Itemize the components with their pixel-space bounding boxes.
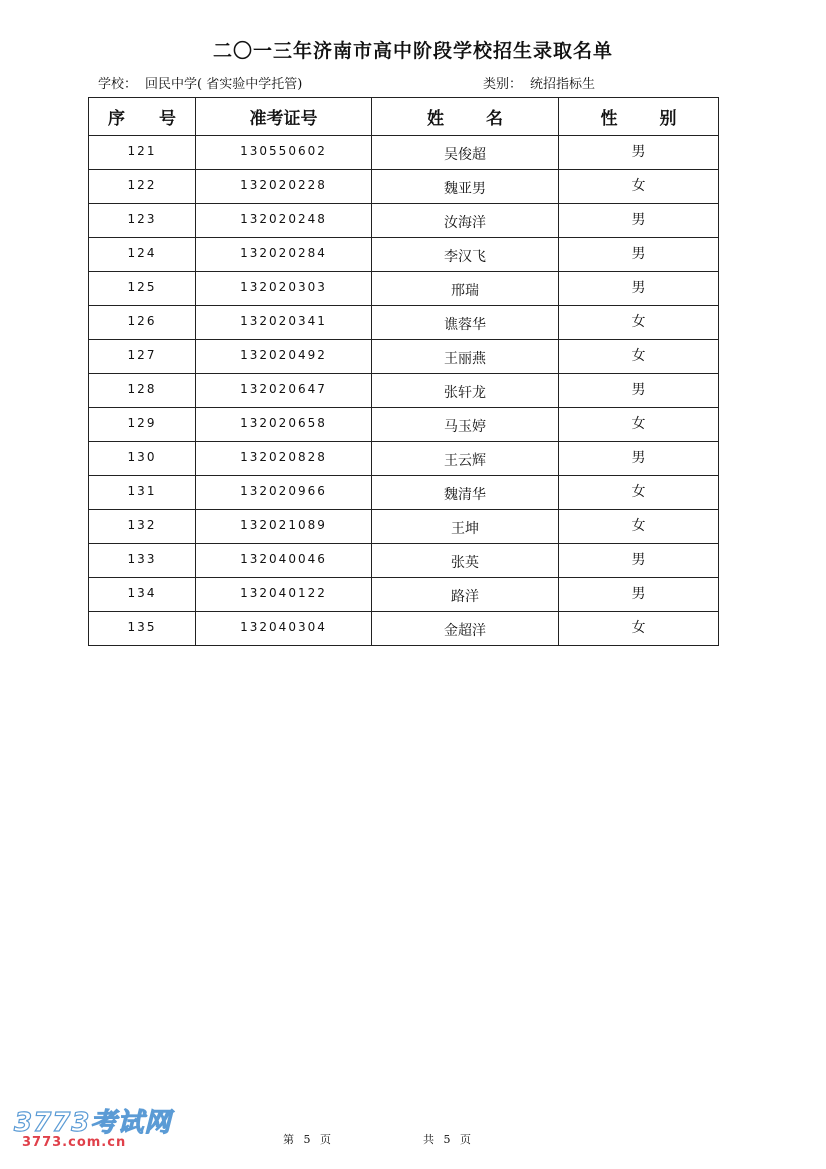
- row-exam-no-cell: 132040304: [196, 612, 372, 646]
- row-gender-cell: 男: [559, 578, 719, 612]
- row-name-cell: 王丽燕: [372, 340, 559, 374]
- table-row: [89, 476, 719, 510]
- row-gender-cell: 女: [559, 170, 719, 204]
- school-label: 学校：: [98, 77, 138, 92]
- row-exam-no-cell: 132020248: [196, 204, 372, 238]
- row-exam-no-cell: 132040122: [196, 578, 372, 612]
- row-gender-cell: 男: [559, 238, 719, 272]
- row-exam-no-cell: 132020341: [196, 306, 372, 340]
- row-seq-cell: 134: [89, 578, 196, 612]
- category-info: [483, 73, 595, 92]
- row-gender-cell: 男: [559, 136, 719, 170]
- row-name-cell: 魏清华: [372, 476, 559, 510]
- table-row: [89, 578, 719, 612]
- table-row: [89, 272, 719, 306]
- row-name-cell: 谯蓉华: [372, 306, 559, 340]
- row-seq-cell: 128: [89, 374, 196, 408]
- header-name: 姓 名: [372, 98, 559, 136]
- row-exam-no-cell: 132020966: [196, 476, 372, 510]
- row-gender-cell: 女: [559, 340, 719, 374]
- row-exam-no-cell: 132020828: [196, 442, 372, 476]
- row-seq-cell: 135: [89, 612, 196, 646]
- row-seq-cell: 126: [89, 306, 196, 340]
- row-exam-no-cell: 132020492: [196, 340, 372, 374]
- footer-page-number: 第 5 页: [283, 1133, 331, 1146]
- header-exam-no: 准考证号: [196, 98, 372, 136]
- row-seq-cell: 133: [89, 544, 196, 578]
- table-row: [89, 238, 719, 272]
- row-seq-cell: 127: [89, 340, 196, 374]
- row-gender-cell: 男: [559, 544, 719, 578]
- row-exam-no-cell: 132020647: [196, 374, 372, 408]
- row-exam-no-cell: 132020658: [196, 408, 372, 442]
- row-gender-cell: 女: [559, 408, 719, 442]
- table-row: [89, 544, 719, 578]
- row-gender-cell: 男: [559, 204, 719, 238]
- category-value: 统招指标生: [530, 77, 596, 92]
- table-row: [89, 170, 719, 204]
- watermark-url-text: 3773.com.cn: [22, 1135, 127, 1150]
- table-body: [89, 136, 719, 646]
- row-seq-cell: 123: [89, 204, 196, 238]
- row-name-cell: 汝海洋: [372, 204, 559, 238]
- row-exam-no-cell: 132020303: [196, 272, 372, 306]
- row-name-cell: 张轩龙: [372, 374, 559, 408]
- row-seq-cell: 121: [89, 136, 196, 170]
- row-seq-cell: 122: [89, 170, 196, 204]
- row-gender-cell: 男: [559, 442, 719, 476]
- school-info: [98, 73, 302, 92]
- row-exam-no-cell: 130550602: [196, 136, 372, 170]
- row-gender-cell: 女: [559, 306, 719, 340]
- table-row: [89, 306, 719, 340]
- row-name-cell: 李汉飞: [372, 238, 559, 272]
- row-exam-no-cell: 132020284: [196, 238, 372, 272]
- header-seq: 序 号: [89, 98, 196, 136]
- row-gender-cell: 女: [559, 510, 719, 544]
- row-name-cell: 魏亚男: [372, 170, 559, 204]
- site-watermark-logo: [14, 1102, 174, 1158]
- table-header-row: [89, 98, 719, 136]
- row-name-cell: 王云辉: [372, 442, 559, 476]
- watermark-main-text: 3773考试网: [14, 1108, 172, 1138]
- table-row: [89, 340, 719, 374]
- row-seq-cell: 125: [89, 272, 196, 306]
- row-name-cell: 金超洋: [372, 612, 559, 646]
- row-name-cell: 马玉婷: [372, 408, 559, 442]
- row-name-cell: 王坤: [372, 510, 559, 544]
- header-gender: 性 别: [559, 98, 719, 136]
- row-exam-no-cell: 132021089: [196, 510, 372, 544]
- row-gender-cell: 女: [559, 612, 719, 646]
- category-label: 类别：: [483, 77, 523, 92]
- row-name-cell: 张英: [372, 544, 559, 578]
- row-exam-no-cell: 132020228: [196, 170, 372, 204]
- row-gender-cell: 男: [559, 272, 719, 306]
- row-seq-cell: 124: [89, 238, 196, 272]
- footer-total-pages: 共 5 页: [423, 1133, 471, 1146]
- row-seq-cell: 130: [89, 442, 196, 476]
- document-title: 二〇一三年济南市高中阶段学校招生录取名单: [212, 40, 613, 62]
- table-row: [89, 442, 719, 476]
- admission-table: [88, 97, 719, 646]
- table-row: [89, 204, 719, 238]
- row-name-cell: 路洋: [372, 578, 559, 612]
- school-value: 回民中学( 省实验中学托管): [145, 77, 303, 92]
- row-gender-cell: 女: [559, 476, 719, 510]
- table-row: [89, 510, 719, 544]
- row-name-cell: 吴俊超: [372, 136, 559, 170]
- row-name-cell: 邢瑞: [372, 272, 559, 306]
- row-seq-cell: 129: [89, 408, 196, 442]
- row-exam-no-cell: 132040046: [196, 544, 372, 578]
- row-seq-cell: 132: [89, 510, 196, 544]
- table-row: [89, 612, 719, 646]
- table-row: [89, 408, 719, 442]
- table-row: [89, 136, 719, 170]
- table-row: [89, 374, 719, 408]
- row-seq-cell: 131: [89, 476, 196, 510]
- row-gender-cell: 男: [559, 374, 719, 408]
